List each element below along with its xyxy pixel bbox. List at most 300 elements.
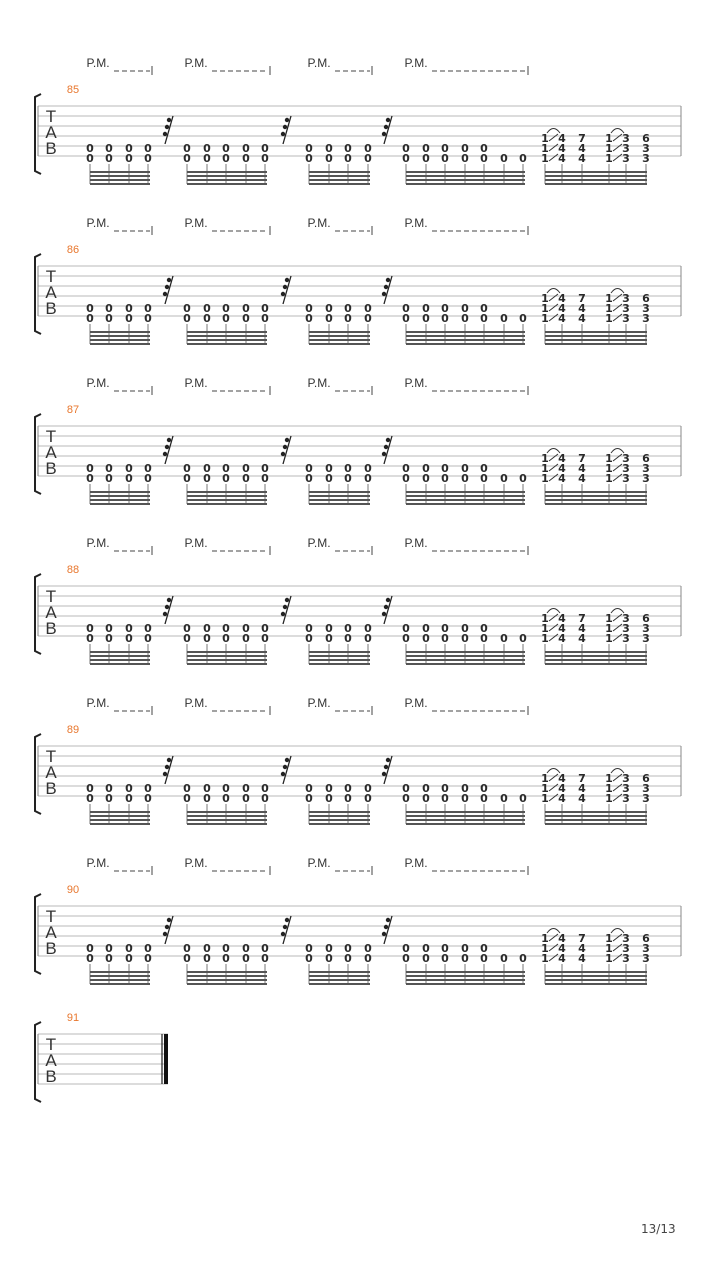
tab-clef-letter: A [45,283,57,302]
fret-number: 0 [344,942,352,955]
palm-mute-label: P.M. [184,56,208,70]
chord-fret: 6 [642,292,650,305]
fret-number: 0 [364,952,372,965]
chord-fret: 4 [578,472,586,485]
fret-number: 0 [461,302,469,315]
chord-fret: 1 [541,472,549,485]
fret-number: 0 [183,142,191,155]
fret-number: 0 [364,472,372,485]
chord-fret: 1 [541,632,549,645]
palm-mute-label: P.M. [404,856,428,870]
fret-number: 0 [325,942,333,955]
chord-fret: 1 [605,632,613,645]
chord-fret: 1 [605,452,613,465]
chord-fret: 3 [642,942,650,955]
chord-fret: 4 [578,152,586,165]
palm-mute-label: P.M. [307,376,331,390]
slide-mark [613,794,622,801]
chord-fret: 3 [642,462,650,475]
fret-number: 0 [461,312,469,325]
rest-flag [382,452,386,456]
slide-mark [549,794,558,801]
fret-number: 0 [364,302,372,315]
fret-number: 0 [242,152,250,165]
fret-number: 0 [422,302,430,315]
rest-flag [167,438,171,442]
palm-mute-label: P.M. [404,216,428,230]
chord-fret: 3 [622,472,630,485]
fret-number: 0 [125,462,133,475]
rest-flag [285,278,289,282]
fret-number: 0 [305,942,313,955]
chord-fret: 3 [622,132,630,145]
slide-mark [549,474,558,481]
slide-mark [613,624,622,631]
fret-number: 0 [402,792,410,805]
fret-number: 0 [364,312,372,325]
palm-mute-label: P.M. [404,536,428,550]
fret-number: 0 [422,312,430,325]
fret-number: 0 [364,622,372,635]
chord-fret: 3 [622,782,630,795]
fret-number: 0 [402,622,410,635]
fret-number: 0 [344,952,352,965]
fret-number: 0 [242,142,250,155]
chord-fret: 3 [642,952,650,965]
fret-number: 0 [480,622,488,635]
rest-flag [285,598,289,602]
fret-number: 0 [144,782,152,795]
slide-mark [549,314,558,321]
fret-number: 0 [402,472,410,485]
fret-number: 0 [86,472,94,485]
rest-flag [382,772,386,776]
fret-number: 0 [344,782,352,795]
fret-number: 0 [480,942,488,955]
fret-number: 0 [480,152,488,165]
fret-number: 0 [422,632,430,645]
slide-mark [613,144,622,151]
chord-fret: 7 [578,932,586,945]
fret-number: 0 [222,782,230,795]
fret-number: 0 [441,942,449,955]
tab-clef-letter: B [45,139,57,158]
chord-fret: 1 [605,312,613,325]
slide-mark [549,784,558,791]
chord-fret: 3 [622,152,630,165]
chord-fret: 1 [605,952,613,965]
fret-number: 0 [261,632,269,645]
fret-number: 0 [203,152,211,165]
chord-fret: 1 [541,952,549,965]
fret-number: 0 [125,632,133,645]
fret-number: 0 [125,142,133,155]
slide-mark [549,934,558,941]
fret-number: 0 [480,792,488,805]
fret-number: 0 [461,462,469,475]
fret-number: 0 [242,782,250,795]
fret-number: 0 [261,142,269,155]
rest-flag [167,278,171,282]
chord-fret: 3 [622,632,630,645]
fret-number: 0 [422,462,430,475]
slide-mark [613,784,622,791]
fret-number: 0 [261,952,269,965]
palm-mute-label: P.M. [86,856,110,870]
fret-number: 0 [325,152,333,165]
rest-flag [163,132,167,136]
chord-fret: 1 [541,302,549,315]
fret-number: 0 [422,952,430,965]
fret-number: 0 [364,792,372,805]
fret-number: 0 [125,312,133,325]
fret-number: 0 [305,462,313,475]
fret-number: 0 [461,632,469,645]
fret-number: 0 [86,312,94,325]
palm-mute-label: P.M. [86,696,110,710]
chord-fret: 1 [605,782,613,795]
fret-number: 0 [105,782,113,795]
fret-number: 0 [86,632,94,645]
slide-mark [613,944,622,951]
fret-number: 0 [364,942,372,955]
chord-fret: 3 [622,312,630,325]
fret-number: 0 [183,952,191,965]
fret-number: 0 [261,792,269,805]
slide-mark [613,774,622,781]
fret-number: 0 [105,312,113,325]
slide-mark [549,774,558,781]
slide-mark [613,634,622,641]
fret-number: 0 [422,142,430,155]
fret-number: 0 [422,942,430,955]
slide-mark [613,954,622,961]
measure-number: 89 [66,724,80,736]
rest-flag [384,765,388,769]
fret-number: 0 [344,312,352,325]
fret-number: 0 [441,302,449,315]
chord-fret: 3 [622,952,630,965]
final-barline-thick [164,1034,168,1084]
fret-number: 0 [144,792,152,805]
fret-number: 0 [261,302,269,315]
chord-fret: 7 [578,612,586,625]
rest-flag [384,605,388,609]
fret-number: 0 [105,952,113,965]
fret-number: 0 [144,142,152,155]
chord-fret: 3 [642,312,650,325]
fret-number: 0 [422,152,430,165]
fret-number: 0 [422,782,430,795]
chord-fret: 1 [541,292,549,305]
fret-number: 0 [402,782,410,795]
chord-fret: 1 [605,772,613,785]
slide-mark [549,454,558,461]
palm-mute-label: P.M. [86,376,110,390]
fret-number: 0 [364,152,372,165]
palm-mute-label: P.M. [184,536,208,550]
slide-mark [613,314,622,321]
chord-fret: 3 [622,292,630,305]
fret-number: 0 [105,302,113,315]
fret-number: 0 [344,472,352,485]
slide-mark [549,954,558,961]
fret-number: 0 [422,792,430,805]
measure-number: 85 [66,84,80,96]
fret-number: 0 [325,622,333,635]
fret-number: 0 [242,792,250,805]
fret-number: 0 [325,312,333,325]
tab-clef-letter: B [45,779,57,798]
fret-number: 0 [500,952,508,965]
chord-fret: 6 [642,132,650,145]
chord-fret: 4 [558,612,566,625]
slide-mark [549,154,558,161]
rest-flag [165,445,169,449]
fret-number: 0 [222,622,230,635]
fret-number: 0 [86,152,94,165]
fret-number: 0 [242,952,250,965]
fret-number: 0 [305,142,313,155]
fret-number: 0 [402,142,410,155]
fret-number: 0 [461,142,469,155]
chord-fret: 3 [642,632,650,645]
slide-mark [549,634,558,641]
fret-number: 0 [183,462,191,475]
fret-number: 0 [86,782,94,795]
fret-number: 0 [519,952,527,965]
chord-fret: 4 [558,462,566,475]
fret-number: 0 [203,782,211,795]
chord-fret: 1 [541,932,549,945]
fret-number: 0 [222,312,230,325]
fret-number: 0 [480,312,488,325]
rest-flag [163,932,167,936]
fret-number: 0 [144,942,152,955]
fret-number: 0 [402,952,410,965]
rest-flag [386,278,390,282]
fret-number: 0 [222,632,230,645]
fret-number: 0 [402,462,410,475]
fret-number: 0 [203,952,211,965]
tab-clef-letter: T [45,1035,57,1054]
rest-flag [386,758,390,762]
chord-fret: 4 [578,792,586,805]
fret-number: 0 [500,792,508,805]
slide-mark [549,944,558,951]
fret-number: 0 [86,622,94,635]
fret-number: 0 [183,302,191,315]
rest-flag [283,445,287,449]
chord-fret: 3 [622,792,630,805]
rest-flag [382,932,386,936]
chord-fret: 7 [578,132,586,145]
fret-number: 0 [144,472,152,485]
palm-mute-label: P.M. [307,56,331,70]
chord-fret: 3 [622,452,630,465]
fret-number: 0 [305,302,313,315]
fret-number: 0 [242,462,250,475]
chord-fret: 4 [558,292,566,305]
chord-fret: 6 [642,772,650,785]
fret-number: 0 [344,462,352,475]
fret-number: 0 [222,472,230,485]
measure-number: 90 [66,884,80,896]
fret-number: 0 [325,472,333,485]
chord-fret: 3 [642,472,650,485]
fret-number: 0 [480,142,488,155]
palm-mute-label: P.M. [404,376,428,390]
fret-number: 0 [519,632,527,645]
fret-number: 0 [261,472,269,485]
chord-fret: 3 [622,142,630,155]
chord-fret: 4 [578,142,586,155]
fret-number: 0 [325,142,333,155]
chord-fret: 1 [605,462,613,475]
chord-fret: 1 [541,782,549,795]
fret-number: 0 [461,472,469,485]
tab-clef-letter: A [45,443,57,462]
fret-number: 0 [125,152,133,165]
tab-clef-letter: T [45,427,57,446]
chord-fret: 1 [605,792,613,805]
chord-fret: 3 [622,932,630,945]
tab-clef-letter: B [45,459,57,478]
tab-clef-letter: B [45,299,57,318]
chord-fret: 4 [558,302,566,315]
fret-number: 0 [344,302,352,315]
fret-number: 0 [305,632,313,645]
slide-mark [613,134,622,141]
measure-number: 88 [66,564,80,576]
slide-mark [549,614,558,621]
fret-number: 0 [105,472,113,485]
fret-number: 0 [441,632,449,645]
slide-mark [613,934,622,941]
chord-fret: 4 [558,132,566,145]
fret-number: 0 [183,312,191,325]
fret-number: 0 [144,462,152,475]
fret-number: 0 [402,152,410,165]
palm-mute-label: P.M. [307,856,331,870]
fret-number: 0 [125,472,133,485]
fret-number: 0 [480,302,488,315]
chord-fret: 1 [541,942,549,955]
fret-number: 0 [325,782,333,795]
chord-fret: 4 [558,932,566,945]
chord-fret: 4 [578,782,586,795]
chord-fret: 7 [578,292,586,305]
chord-fret: 4 [558,632,566,645]
fret-number: 0 [144,312,152,325]
slide-mark [549,304,558,311]
slide-mark [549,134,558,141]
fret-number: 0 [402,942,410,955]
chord-fret: 1 [541,612,549,625]
fret-number: 0 [461,952,469,965]
rest-flag [382,132,386,136]
fret-number: 0 [105,152,113,165]
fret-number: 0 [86,302,94,315]
chord-fret: 4 [558,772,566,785]
palm-mute-label: P.M. [184,856,208,870]
fret-number: 0 [242,302,250,315]
palm-mute-label: P.M. [184,696,208,710]
fret-number: 0 [364,782,372,795]
fret-number: 0 [441,782,449,795]
tab-clef-letter: T [45,267,57,286]
fret-number: 0 [422,622,430,635]
fret-number: 0 [364,462,372,475]
fret-number: 0 [203,472,211,485]
fret-number: 0 [500,472,508,485]
fret-number: 0 [500,152,508,165]
chord-fret: 3 [642,792,650,805]
measure-number: 91 [66,1012,80,1024]
rest-flag [384,445,388,449]
fret-number: 0 [183,622,191,635]
fret-number: 0 [203,462,211,475]
chord-fret: 1 [605,292,613,305]
fret-number: 0 [500,312,508,325]
fret-number: 0 [519,792,527,805]
fret-number: 0 [325,792,333,805]
chord-fret: 1 [605,142,613,155]
chord-fret: 3 [642,622,650,635]
rest-flag [163,452,167,456]
slide-mark [613,294,622,301]
palm-mute-label: P.M. [404,696,428,710]
chord-fret: 1 [605,612,613,625]
fret-number: 0 [105,462,113,475]
rest-flag [281,132,285,136]
fret-number: 0 [203,312,211,325]
chord-fret: 4 [558,782,566,795]
fret-number: 0 [480,782,488,795]
fret-number: 0 [203,942,211,955]
rest-flag [163,292,167,296]
fret-number: 0 [402,302,410,315]
rest-flag [281,772,285,776]
rest-flag [165,285,169,289]
palm-mute-label: P.M. [86,216,110,230]
fret-number: 0 [364,142,372,155]
measure-number: 86 [66,244,80,256]
fret-number: 0 [344,792,352,805]
fret-number: 0 [183,472,191,485]
fret-number: 0 [125,302,133,315]
tab-clef-letter: A [45,923,57,942]
chord-fret: 1 [541,152,549,165]
fret-number: 0 [144,632,152,645]
tab-clef-letter: A [45,763,57,782]
fret-number: 0 [144,952,152,965]
fret-number: 0 [461,152,469,165]
fret-number: 0 [402,632,410,645]
fret-number: 0 [519,472,527,485]
chord-fret: 6 [642,932,650,945]
tab-system [35,696,681,824]
fret-number: 0 [183,942,191,955]
palm-mute-label: P.M. [86,536,110,550]
fret-number: 0 [325,462,333,475]
fret-number: 0 [203,792,211,805]
fret-number: 0 [144,622,152,635]
rest-flag [382,292,386,296]
rest-flag [165,605,169,609]
fret-number: 0 [461,782,469,795]
chord-fret: 1 [541,132,549,145]
